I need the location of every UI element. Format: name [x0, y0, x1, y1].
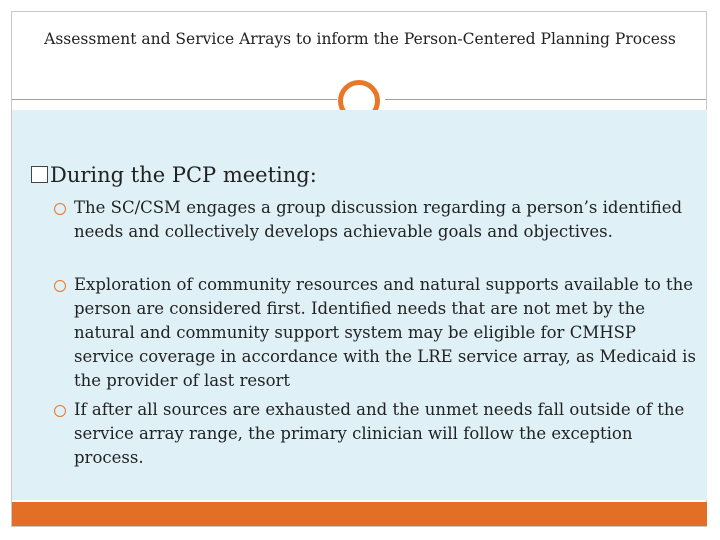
list-item [74, 398, 699, 470]
slide-title: Assessment and Service Arrays to inform the Person-Centered Planning Process [44, 30, 676, 48]
circle-bullet-icon [54, 405, 66, 417]
list-item [74, 273, 699, 393]
list-item [74, 196, 699, 244]
section-heading [31, 163, 317, 187]
checkbox-bullet-icon [31, 166, 48, 183]
title-divider-right [385, 99, 706, 100]
circle-bullet-icon [54, 280, 66, 292]
footer-accent-bar [12, 502, 707, 526]
list-item-text: Exploration of community resources and natural supports available to the person are considered first. Identified needs that are not met by the natural and community support system may be eligible for CMHSP service coverage in accordance with the LRE service array, as Medicaid is the provider of last resort [74, 275, 696, 390]
circle-bullet-icon [54, 203, 66, 215]
title-divider-left [12, 99, 337, 100]
list-item-text: The SC/CSM engages a group discussion regarding a person’s identified needs and collectively develops achievable goals and objectives. [74, 198, 683, 241]
section-heading-text: During the PCP meeting: [50, 163, 317, 187]
list-item-text: If after all sources are exhausted and the unmet needs fall outside of the service array range, the primary clinician will follow the exception process. [74, 400, 685, 467]
